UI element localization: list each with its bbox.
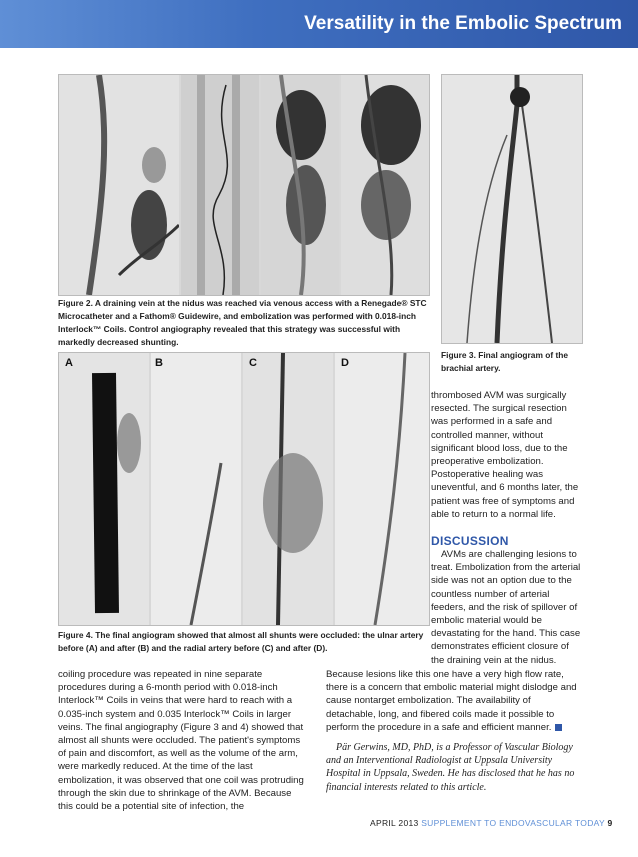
figure4-caption: Figure 4. The final angiogram showed that almost all shunts were occluded: the ulnar artery before (A) and after (B) and the radial artery before (C) and after (D). — [58, 630, 424, 653]
figure2-image — [58, 74, 430, 296]
figure2-panel-2 — [181, 75, 259, 295]
figure2-panel-4 — [341, 75, 429, 295]
figure4-panel-c — [243, 353, 333, 625]
figure4-panel-b — [151, 353, 241, 625]
footer-month-year: APRIL 2013 — [370, 818, 419, 828]
author-bio: Pär Gerwins, MD, PhD, is a Professor of Vascular Biology and an Interventional Radiologist at Uppsala University Hospital in Uppsala, Sweden. He has disclosed that he has no financial interests related to this article. — [326, 742, 575, 793]
end-of-article-mark — [555, 724, 562, 731]
figure3-caption: Figure 3. Final angiogram of the brachial artery. — [441, 350, 569, 373]
page-footer — [370, 818, 613, 828]
discussion-heading: DISCUSSION — [431, 534, 509, 548]
right-column-paragraph-2: AVMs are challenging lesions to treat. Embolization from the arterial side was not an option due to the countless number of arterial feeders, and the risk of spillover of embolic material would be devastating for the hand. This case demonstrates efficient closure of the draining vein at the nidus. — [431, 549, 581, 666]
figure4-label-c: C — [249, 357, 257, 369]
footer-supplement: SUPPLEMENT TO ENDOVASCULAR TODAY — [421, 818, 605, 828]
figure4-panel-d — [335, 353, 429, 625]
figure2-caption: Figure 2. A draining vein at the nidus was reached via venous access with a Renegade® STC Microcatheter and a Fathom® Guidewire, and embolization was performed with 0.018-inch Interlock™ Coils. Control angiography revealed that this strategy was successful with markedly decreased shunting. — [58, 298, 427, 347]
figure4-label-d: D — [341, 357, 349, 369]
footer-page-number: 9 — [607, 818, 613, 828]
header-title: Versatility in the Embolic Spectrum — [304, 13, 622, 34]
header-band — [0, 0, 638, 48]
left-column-text: coiling procedure was repeated in nine separate procedures during a 6-month period with 0.018-inch Interlock™ Coils in veins that were hard to reach with a 0.035-inch system and 0.035 Interlock™ Coils in larger veins. The final angiography (Figure 3 and 4) showed that almost all shunts were occluded. The patient's symptoms of pain and discomfort, as well as the volume of the arm, were markedly reduced. At the time of the last embolization, it was observed that one coil was protruding through the skin due to shrinkage of the AVM. Because this could be a potential site of infection, the — [58, 669, 304, 813]
figure2-panel-1 — [59, 75, 179, 295]
middle-column-text-content: Because lesions like this one have a very high flow rate, there is a concern that embolic material might dislodge and cause nontarget embolization. The availability of detachable, long, and fibered coils made it possible to perform the procedure in a safe and efficient manner. — [326, 669, 577, 733]
figure4-label-a: A — [65, 357, 73, 369]
figure4-panel-a — [59, 353, 149, 625]
right-column-paragraph-1: thrombosed AVM was surgically resected. The surgical resection was performed in a safe and controlled manner, without significant blood loss, due to the preoperative embolization. Postoperative healing was uneventful, and 6 months later, the patient was free of symptoms and able to return to a normal life. — [431, 390, 579, 520]
figure4-label-b: B — [155, 357, 163, 369]
middle-column-text — [326, 668, 581, 734]
figure3-image — [441, 74, 583, 344]
figure4-image — [58, 352, 430, 626]
figure2-panel-3 — [261, 75, 339, 295]
